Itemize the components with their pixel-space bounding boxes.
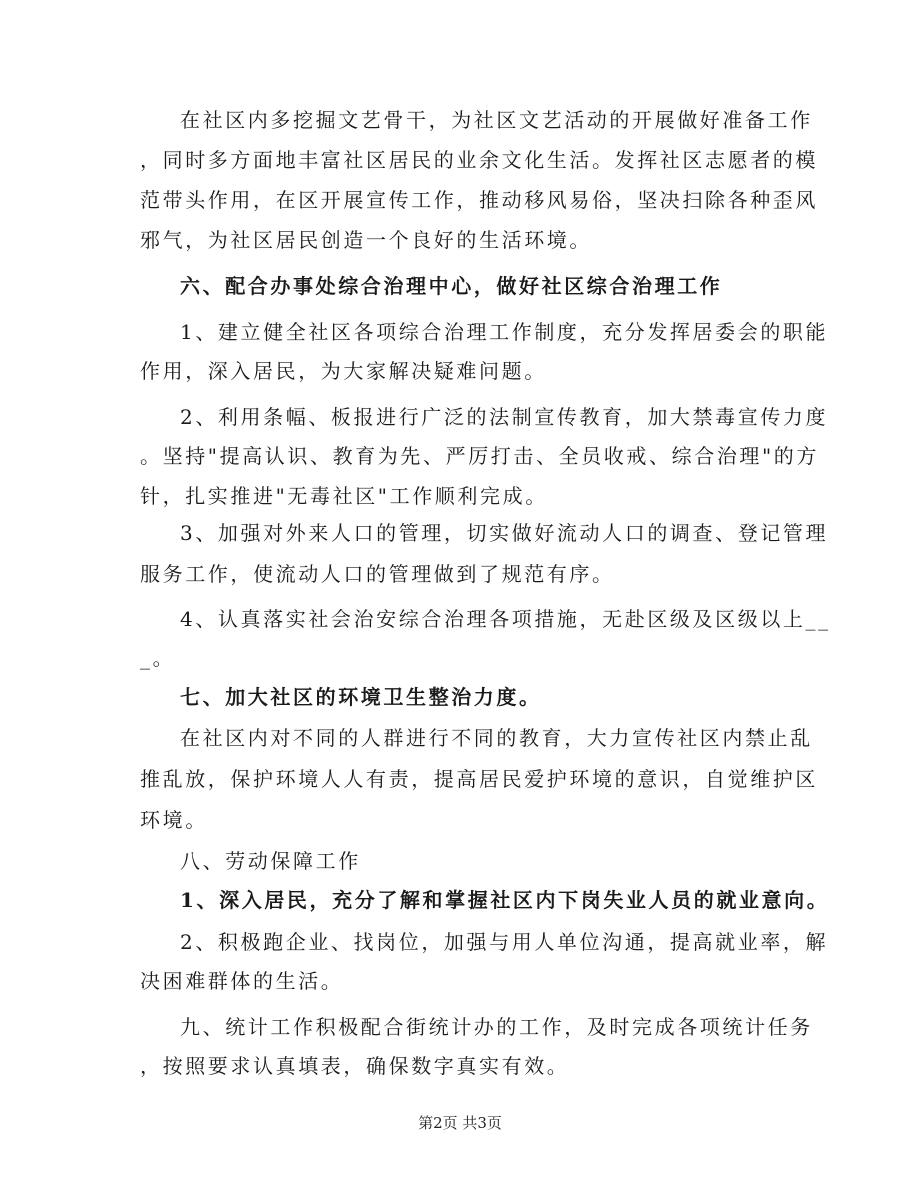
body-text-line: 在社区内对不同的人群进行不同的教育，大力宣传社区内禁止乱 [180, 726, 813, 750]
section-heading-8: 八、劳动保障工作 [180, 849, 361, 873]
body-text-line: 2、利用条幅、板报进行广泛的法制宣传教育，加大禁毒宣传力度 [180, 405, 829, 429]
body-text-line: 范带头作用，在区开展宣传工作，推动移风易俗，坚决扫除各种歪风 [140, 188, 818, 212]
section-heading-7: 七、加大社区的环境卫生整治力度。 [180, 685, 542, 709]
page-number-footer: 第2页 共3页 [418, 1114, 502, 1132]
body-text-line: 1、建立健全社区各项综合治理工作制度，充分发挥居委会的职能 [180, 320, 829, 344]
body-text-line: 。坚持"提高认识、教育为先、严厉打击、全员收戒、综合治理"的方 [140, 444, 819, 468]
section-heading-6: 六、配合办事处综合治理中心，做好社区综合治理工作 [180, 274, 723, 298]
body-text-line: 1、深入居民，充分了解和掌握社区内下岗失业人员的就业意向。 [180, 888, 830, 912]
body-text-line: 推乱放，保护环境人人有责，提高居民爱护环境的意识，自觉维护区 [140, 767, 818, 791]
body-text-line: 在社区内多挖掘文艺骨干，为社区文艺活动的开展做好准备工作 [180, 108, 813, 132]
body-text-line: 2、积极跑企业、找岗位，加强与用人单位沟通，提高就业率，解 [180, 930, 829, 954]
body-text-line: 环境。 [140, 808, 208, 832]
body-text-line: 3、加强对外来人口的管理，切实做好流动人口的调查、登记管理 [180, 521, 829, 545]
body-text-line: 九、统计工作积极配合街统计办的工作，及时完成各项统计任务 [180, 1015, 813, 1039]
body-text-line: _。 [140, 646, 176, 670]
body-text-line: ，同时多方面地丰富社区居民的业余文化生活。发挥社区志愿者的模 [140, 148, 818, 172]
body-text-line: 作用，深入居民，为大家解决疑难问题。 [140, 359, 547, 383]
body-text-line: 决困难群体的生活。 [140, 969, 344, 993]
body-text-line: 针，扎实推进"无毒社区"工作顺利完成。 [140, 484, 548, 508]
body-text-line: 4、认真落实社会治安综合治理各项措施，无赴区级及区级以上__ [180, 607, 831, 631]
body-text-line: 服务工作，使流动人口的管理做到了规范有序。 [140, 562, 615, 586]
body-text-line: 邪气，为社区居民创造一个良好的生活环境。 [140, 228, 592, 252]
body-text-line: ，按照要求认真填表，确保数字真实有效。 [140, 1054, 570, 1078]
